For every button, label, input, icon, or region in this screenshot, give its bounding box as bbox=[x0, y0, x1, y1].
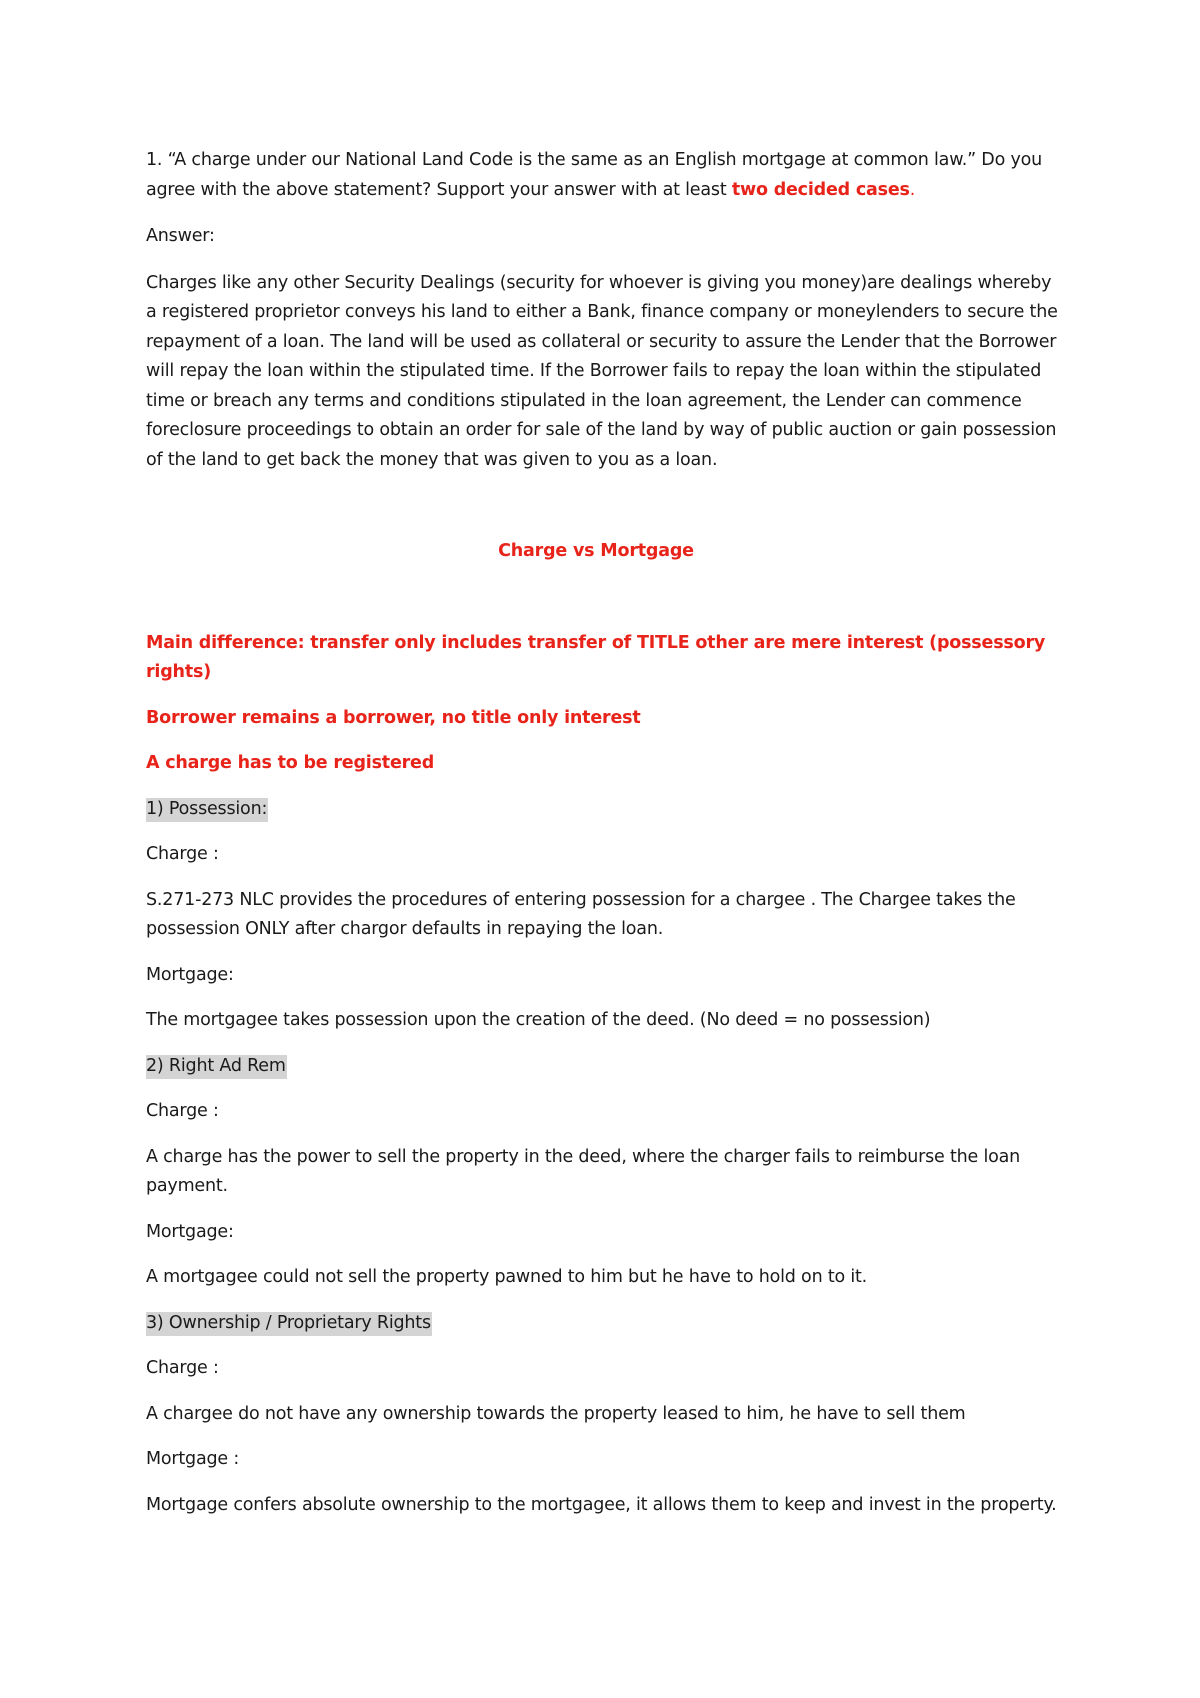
key-point-1: Main difference: transfer only includes transfer of TITLE other are mere interest (possessory rights) bbox=[146, 632, 1046, 682]
mortgage-text-1: The mortgagee takes possession upon the creation of the deed. (No deed = no possession) bbox=[146, 1010, 931, 1030]
key-point-3: A charge has to be registered bbox=[146, 753, 435, 773]
charge-label-1: Charge : bbox=[146, 844, 219, 864]
heading-highlight: 3) Ownership / Proprietary Rights bbox=[146, 1312, 432, 1336]
key-point-2: Borrower remains a borrower, no title only interest bbox=[146, 707, 641, 728]
mortgage-text-3: Mortgage confers absolute ownership to the mortgagee, it allows them to keep and invest in the property. bbox=[146, 1494, 1057, 1515]
mortgage-label-1: Mortgage: bbox=[146, 964, 234, 985]
question-paragraph bbox=[146, 146, 1066, 205]
charge-text-1: S.271-273 NLC provides the procedures of entering possession for a chargee . The Chargee takes the possession ONLY after chargor defaults in repaying the loan. bbox=[146, 889, 1016, 939]
heading-highlight: 1) Possession: bbox=[146, 798, 268, 822]
charge-text-2: A charge has the power to sell the property in the deed, where the charger fails to reimburse the loan payment. bbox=[146, 1146, 1021, 1196]
answer-label: Answer: bbox=[146, 226, 215, 246]
answer-body: Charges like any other Security Dealings (security for whoever is giving you money)are dealings whereby a registered proprietor conveys his land to either a Bank, finance company or moneylenders to secure the repayment of a loan. The land will be used as collateral or security to assure the Lender that the Borrower will repay the loan within the stipulated time. If the Borrower fails to repay the loan within the stipulated time or breach any terms and conditions stipulated in the loan agreement, the Lender can commence foreclosure proceedings to obtain an order for sale of the land by way of public auction or gain possession of the land to get back the money that was given to you as a loan. bbox=[146, 272, 1058, 470]
question-period: . bbox=[909, 179, 916, 200]
document-body bbox=[146, 146, 1066, 1520]
charge-text-3: A chargee do not have any ownership towards the property leased to him, he have to sell them bbox=[146, 1403, 966, 1424]
mortgage-label-3: Mortgage : bbox=[146, 1449, 240, 1469]
section-title: Charge vs Mortgage bbox=[498, 541, 694, 561]
mortgage-label-2: Mortgage: bbox=[146, 1221, 234, 1242]
question-text: 1. “A charge under our National Land Code is the same as an English mortgage at common law.” Do you agree with the above statement? Support your answer with at least bbox=[146, 150, 1042, 200]
mortgage-text-2: A mortgagee could not sell the property pawned to him but he have to hold on to it. bbox=[146, 1267, 868, 1287]
heading-highlight: 2) Right Ad Rem bbox=[146, 1055, 287, 1079]
charge-label-3: Charge : bbox=[146, 1358, 219, 1378]
comparison-heading-3 bbox=[146, 1309, 1066, 1339]
comparison-heading-1 bbox=[146, 795, 1066, 825]
question-emphasis: two decided cases bbox=[731, 179, 910, 200]
comparison-heading-2 bbox=[146, 1052, 1066, 1082]
charge-label-2: Charge : bbox=[146, 1101, 219, 1121]
